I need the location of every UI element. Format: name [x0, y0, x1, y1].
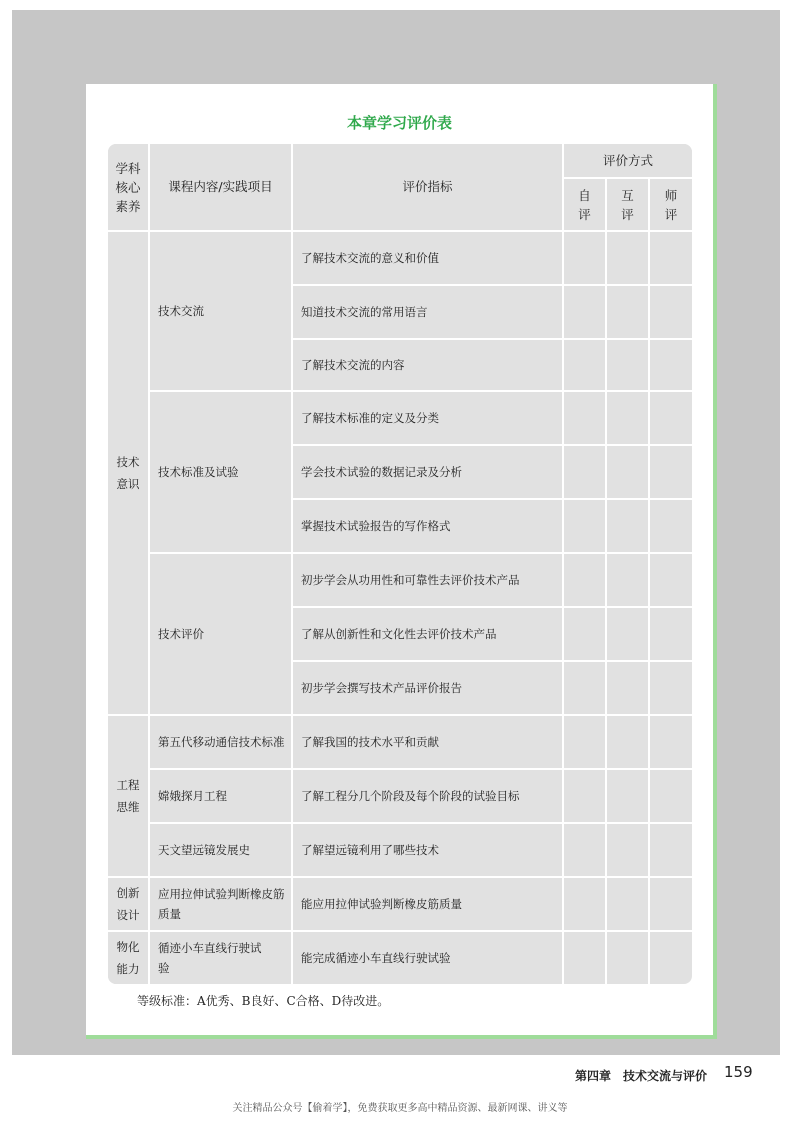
course-cell — [150, 824, 291, 876]
grid-line — [108, 714, 692, 716]
header-indicator-label: 评价指标 — [402, 179, 453, 194]
header-teacher — [650, 179, 692, 230]
grid-line — [148, 768, 692, 770]
header-peer-label: 互评 — [621, 187, 634, 222]
indicator-cell — [293, 824, 562, 876]
indicator-cell — [293, 446, 562, 498]
grid-line — [108, 230, 692, 232]
indicator-label: 了解技术交流的意义和价值 — [301, 251, 439, 265]
course-cell — [150, 770, 291, 822]
grid-line — [291, 498, 692, 500]
course-label: 第五代移动通信技术标准 — [158, 735, 285, 749]
watermark-text: 关注精品公众号【偷着学】，免费获取更多高中精品资源、最新网课、讲义等 — [232, 1103, 568, 1114]
indicator-label: 初步学会从功用性和可靠性去评价技术产品 — [301, 573, 520, 587]
grid-line — [148, 390, 692, 392]
competency-label: 技术意识 — [116, 455, 140, 491]
competency-label: 物化能力 — [116, 940, 140, 976]
course-label: 技术交流 — [158, 304, 204, 318]
grid-line — [291, 338, 692, 340]
header-teacher-label: 师评 — [664, 187, 678, 222]
grid-line — [148, 144, 150, 984]
header-method — [564, 144, 692, 177]
competency-label: 工程思维 — [116, 778, 140, 814]
indicator-label: 能完成循迹小车直线行驶试验 — [301, 951, 451, 965]
indicator-cell — [293, 932, 562, 984]
indicator-label: 掌握技术试验报告的写作格式 — [301, 519, 451, 533]
indicator-label: 了解从创新性和文化性去评价技术产品 — [301, 627, 497, 641]
indicator-label: 学会技术试验的数据记录及分析 — [301, 465, 462, 479]
indicator-cell — [293, 770, 562, 822]
header-course — [150, 144, 291, 230]
course-label: 应用拉伸试验判断橡皮筋质量 — [158, 887, 285, 921]
course-label: 天文望远镜发展史 — [158, 843, 250, 857]
indicator-label: 了解技术交流的内容 — [301, 358, 405, 372]
header-competency-label: 学科核心素养 — [115, 160, 141, 214]
indicator-label: 了解望远镜利用了哪些技术 — [301, 843, 439, 857]
grid-line — [648, 179, 650, 984]
course-cell — [150, 554, 291, 714]
course-label: 嫦娥探月工程 — [158, 789, 227, 803]
grid-line — [291, 144, 293, 984]
course-cell — [150, 716, 291, 768]
grid-line — [291, 660, 692, 662]
indicator-label: 初步学会撰写技术产品评价报告 — [301, 681, 462, 695]
indicator-cell — [293, 608, 562, 660]
grid-line — [605, 179, 607, 984]
competency-cell — [108, 932, 148, 984]
header-self — [564, 179, 605, 230]
course-cell — [150, 878, 291, 930]
header-course-label: 课程内容/实践项目 — [168, 179, 273, 194]
grid-line — [562, 177, 692, 179]
header-indicator — [293, 144, 562, 230]
table-title: 本章学习评价表 — [346, 114, 452, 132]
chapter-footer: 第四章 技术交流与评价 — [575, 1069, 708, 1083]
indicator-cell — [293, 286, 562, 338]
grid-line — [291, 606, 692, 608]
grading-note: 等级标准：A优秀、B良好、C合格、D待改进。 — [137, 994, 390, 1008]
course-cell — [150, 392, 291, 552]
header-self-label: 自评 — [578, 187, 591, 222]
indicator-cell — [293, 662, 562, 714]
indicator-label: 了解技术标准的定义及分类 — [301, 411, 439, 425]
header-competency — [108, 144, 148, 230]
grid-line — [562, 144, 564, 984]
indicator-cell — [293, 500, 562, 552]
indicator-cell — [293, 878, 562, 930]
evaluation-table — [108, 144, 692, 984]
course-label: 循迹小车直线行驶试验 — [158, 941, 262, 975]
grid-line — [108, 876, 692, 878]
course-label: 技术标准及试验 — [158, 465, 239, 479]
page-number: 159 — [724, 1063, 753, 1081]
indicator-cell — [293, 716, 562, 768]
indicator-label: 了解工程分几个阶段及每个阶段的试验目标 — [301, 789, 520, 803]
indicator-label: 知道技术交流的常用语言 — [301, 305, 428, 319]
course-label: 技术评价 — [158, 627, 204, 641]
course-cell — [150, 232, 291, 390]
indicator-cell — [293, 392, 562, 444]
course-cell — [150, 932, 291, 984]
indicator-cell — [293, 554, 562, 606]
grid-line — [291, 444, 692, 446]
grid-line — [148, 552, 692, 554]
indicator-label: 能应用拉伸试验判断橡皮筋质量 — [301, 897, 462, 911]
competency-label: 创新设计 — [116, 886, 140, 922]
header-method-label: 评价方式 — [602, 152, 653, 168]
indicator-label: 了解我国的技术水平和贡献 — [301, 735, 439, 749]
grid-line — [291, 284, 692, 286]
indicator-cell — [293, 232, 562, 284]
competency-cell — [108, 716, 148, 876]
grid-line — [108, 930, 692, 932]
indicator-cell — [293, 340, 562, 390]
grid-line — [148, 822, 692, 824]
competency-cell — [108, 232, 148, 714]
competency-cell — [108, 878, 148, 930]
header-peer — [607, 179, 648, 230]
